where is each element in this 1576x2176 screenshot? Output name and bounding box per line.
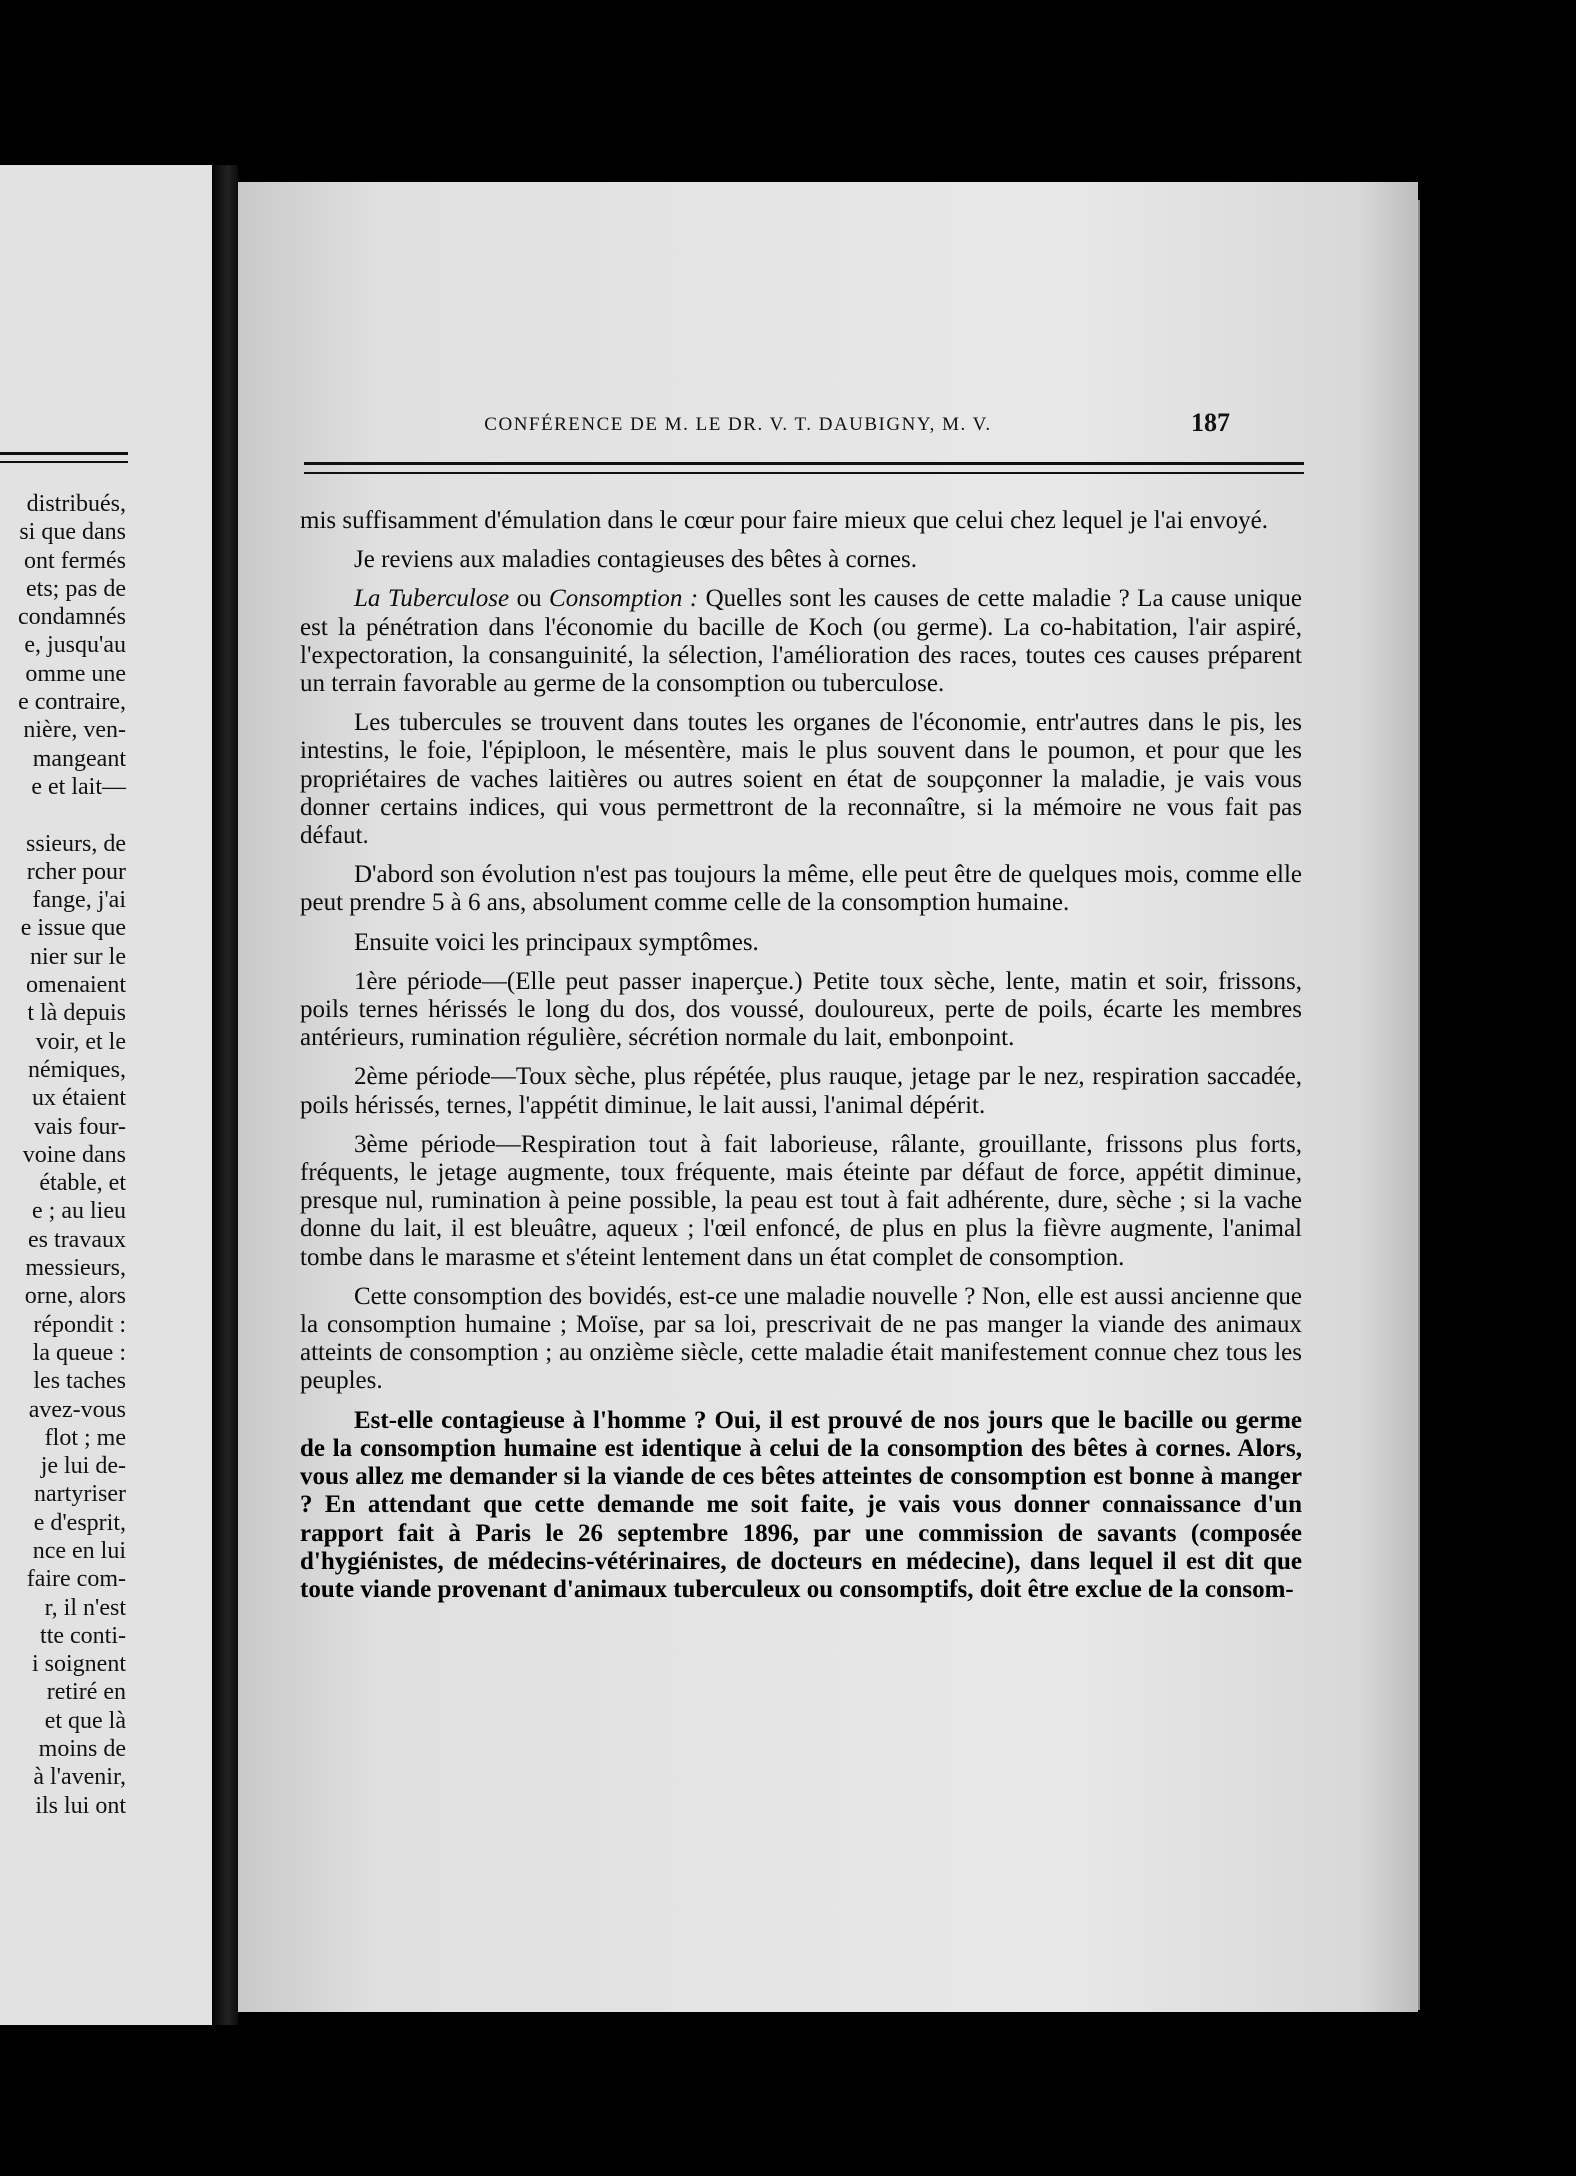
header-rule [304,462,1304,465]
left-page-line: ils lui ont [35,1792,126,1819]
left-page-line: si que dans [19,519,126,546]
paragraph: mis suffisamment d'émulation dans le cœur pour faire mieux que celui chez lequel je l'ai envoyé. [300,507,1268,534]
paragraph: D'abord son évolution n'est pas toujours la même, elle peut être de quelques mois, comme elle peut prendre 5 à 6 ans, absolument comme celle de la consomption humaine. [300,861,1302,917]
running-head: CONFÉRENCE DE M. LE DR. V. T. DAUBIGNY, M. V. [484,414,992,435]
left-page-line: e contraire, [18,689,126,716]
paragraph: Ensuite voici les principaux symptômes. [354,928,759,956]
left-header-rule-thin [0,461,128,463]
left-page-line: et que là [44,1707,126,1734]
paragraph-text: Quelles sont les causes de cette maladie ? La cause unique est la pénétration dans l'économie du bacille de Koch (ou germe). La co-habitation, l'air aspiré, l'expectoration, la consanguinité, la sélection, l'amélioration des races, toutes ces causes préparent un terrain favorable au germe de la consomption ou tuberculose. [300,585,1302,698]
left-page-line: i soignent [32,1651,126,1678]
left-page-line: orne, alors [24,1283,126,1310]
left-page-line: étable, et [39,1170,126,1197]
left-page-line: ux étaient [32,1085,126,1112]
term-consomption: Consomption : [549,585,699,613]
body-text [300,507,1302,1615]
paragraph: Est-elle contagieuse à l'homme ? Oui, il est prouvé de nos jours que le bacille ou germe de la consomption humaine est identique à celui de la consomption des bêtes à cornes. Alors, vous allez me demander si la viande de ces bêtes atteintes de consomption est bonne à manger ? En attendant que cette demande me soit faite, je vais vous donner connaissance d'un rapport fait à Paris le 26 septembre 1896, par une commission de savants (composée d'hygiénistes, de médecins-vétérinaires, de docteurs en médecine), dans lequel il est dit que toute viande provenant d'animaux tuberculeux ou consomptifs, doit être exclue de la consom- [300,1406,1302,1603]
left-page-line: e, jusqu'au [24,632,126,659]
left-page-line: e et lait— [31,773,126,800]
paragraph: 1ère période—(Elle peut passer inaperçue.) Petite toux sèche, lente, matin et soir, frissons, poils ternes hérissés le long du dos, dos voussé, douloureux, perte de poils, écarte les membres antérieurs, rumination régulière, sécrétion normale du lait, embonpoint. [300,967,1302,1052]
left-page-line: répondit : [33,1311,126,1338]
left-page-line: à l'avenir, [33,1764,126,1791]
left-page-line: je lui de- [40,1453,126,1480]
left-page-line: e d'esprit, [33,1509,126,1536]
left-page-line: mangeant [32,745,126,772]
paragraph [300,585,1302,698]
left-page-line: la queue : [32,1339,126,1366]
paragraph: Cette consomption des bovidés, est-ce une maladie nouvelle ? Non, elle est aussi ancienne que la consomption humaine ; Moïse, par sa loi, prescrivait de ne pas manger la viande des animaux atteints de consomption ; au onzième siècle, cette maladie était manifestement connue chez tous les peuples. [300,1282,1302,1395]
left-page-line: nce en lui [32,1537,126,1564]
paragraph: 2ème période—Toux sèche, plus répétée, plus rauque, jetage par le nez, respiration saccadée, poils hérissés, ternes, l'appétit diminue, le lait aussi, l'animal dépérit. [300,1063,1302,1119]
left-page-line: les taches [33,1368,126,1395]
left-page-line: omme une [25,660,126,687]
left-page-line: ets; pas de [26,575,126,602]
left-page-line: avez-vous [28,1396,126,1423]
left-page-line: tte conti- [40,1622,126,1649]
left-page-text [18,490,126,1820]
left-page-line: moins de [38,1736,126,1763]
left-page-line: vais four- [33,1113,126,1140]
right-page [238,182,1418,2012]
left-page-line: t là depuis [27,1000,126,1027]
left-header-rule [0,452,128,455]
left-page-line: condamnés [18,604,126,631]
left-page-line: retiré en [46,1679,126,1706]
left-page-line: e issue que [20,915,126,942]
left-page-line: fange, j'ai [32,887,126,914]
left-page-line [18,801,126,829]
left-page-line: rcher pour [26,858,126,885]
left-page-line: flot ; me [44,1424,126,1451]
paragraph: Je reviens aux maladies contagieuses des bêtes à cornes. [354,546,917,574]
conjunction: ou [509,585,550,613]
left-page-line: es travaux [28,1226,126,1253]
left-page-line: e ; au lieu [32,1198,126,1225]
left-page-line: nier sur le [30,943,126,970]
left-page-line: voine dans [22,1141,126,1168]
paragraph: Les tubercules se trouvent dans toutes les organes de l'économie, entr'autres dans le pis, les intestins, le foie, l'épiploon, le mésentère, mais le plus souvent dans le poumon, et pour que les propriétaires de vaches laitières ou autres soient en état de soupçonner la maladie, je vais vous donner certains indices, qui vous permettront de la reconnaître, si la mémoire ne vous fait pas défaut. [300,709,1302,850]
left-page-line: ont fermés [24,547,126,574]
term-tuberculose: La Tuberculose [354,585,510,613]
page-number: 187 [1191,408,1230,437]
left-page-line: nière, ven- [23,717,126,744]
left-page-line: messieurs, [25,1255,126,1282]
left-page-line: omenaient [26,972,126,999]
left-page-line: r, il n'est [44,1594,126,1621]
left-page-line: faire com- [26,1566,126,1593]
left-page-line: distribués, [26,491,126,517]
book-gutter [212,165,238,2025]
left-page-line: némiques, [28,1056,126,1083]
left-page-line: ssieurs, de [26,830,126,857]
left-page-fragment [0,165,212,2025]
header-rule-thin [304,472,1304,474]
left-page-line: voir, et le [35,1028,126,1055]
left-page-line: nartyriser [34,1481,126,1508]
paragraph: 3ème période—Respiration tout à fait laborieuse, râlante, grouillante, frissons plus forts, fréquents, le jetage augmente, toux fréquente, mais éteinte par défaut de force, appétit diminue, presque nul, rumination à peine possible, la peau est tout à fait adhérente, dure, sèche ; si la vache donne du lait, il est bleuâtre, aqueux ; l'œil enfoncé, de plus en plus la fièvre augmente, l'animal tombe dans le marasme et s'éteint lentement dans un état complet de consomption. [300,1130,1302,1271]
